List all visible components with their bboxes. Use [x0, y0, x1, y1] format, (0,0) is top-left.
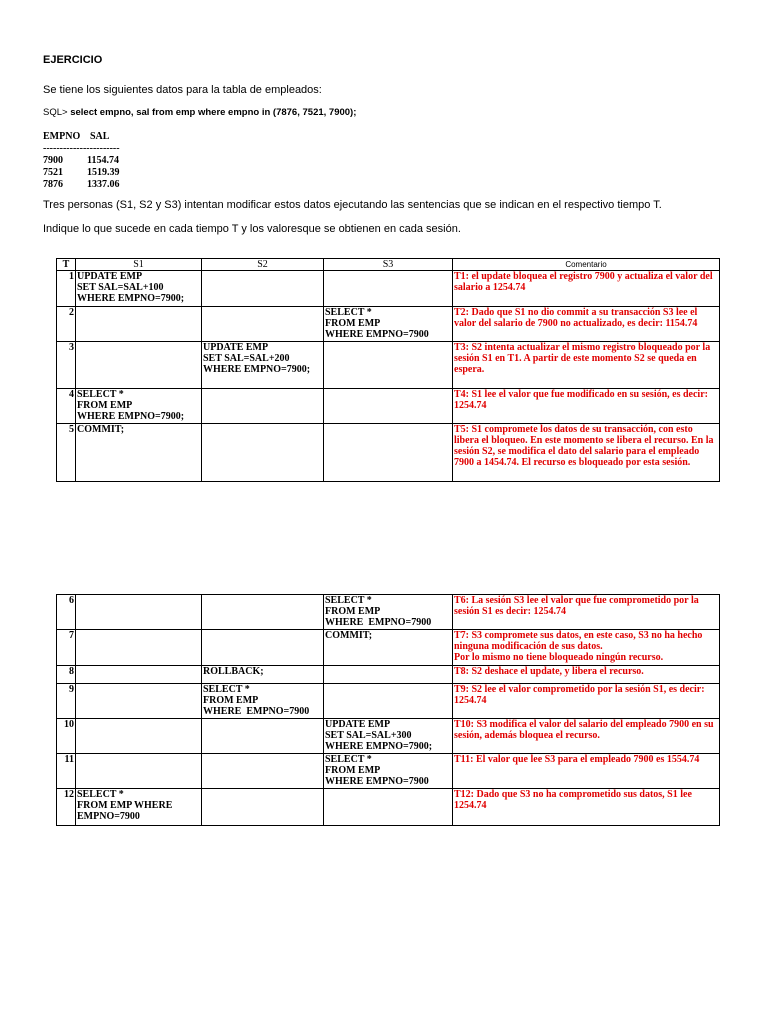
sql-statement — [43, 107, 356, 118]
header-s3: S3 — [324, 259, 453, 271]
table-row — [57, 684, 720, 719]
time-cell: 6 — [57, 595, 76, 630]
emp-row — [43, 167, 147, 179]
transaction-table-part2 — [56, 594, 720, 826]
s1-cell — [76, 754, 202, 789]
table-row — [57, 389, 720, 424]
emp-sal: 1154.74 — [87, 155, 119, 166]
emp-empno: 7876 — [43, 179, 63, 190]
header-s2: S2 — [202, 259, 324, 271]
s1-cell: SELECT * FROM EMP WHERE EMPNO=7900 — [76, 789, 202, 826]
s1-cell — [76, 684, 202, 719]
comment-cell: T8: S2 deshace el update, y libera el recurso. — [453, 666, 720, 684]
s3-cell — [324, 271, 453, 307]
comment-cell: T3: S2 intenta actualizar el mismo registro bloqueado por la sesión S1 en T1. A partir de este momento S2 se queda en espera. — [453, 342, 720, 389]
time-cell: 5 — [57, 424, 76, 482]
table-row — [57, 595, 720, 630]
sql-prompt: SQL> — [43, 107, 71, 118]
emp-row — [43, 179, 147, 191]
header-t: T — [57, 259, 76, 271]
emp-sal: 1337.06 — [87, 179, 120, 190]
emp-empno: 7900 — [43, 155, 63, 166]
time-cell: 7 — [57, 630, 76, 666]
s1-cell — [76, 342, 202, 389]
s1-cell: SELECT * FROM EMP WHERE EMPNO=7900; — [76, 389, 202, 424]
sql-query: select empno, sal from emp where empno in (7876, 7521, 7900); — [70, 107, 357, 118]
s2-cell — [202, 307, 324, 342]
s1-cell — [76, 666, 202, 684]
comment-cell: T12: Dado que S3 no ha comprometido sus datos, S1 lee 1254.74 — [453, 789, 720, 826]
s2-cell — [202, 424, 324, 482]
emp-header-row — [43, 131, 147, 143]
s3-cell — [324, 789, 453, 826]
s3-cell — [324, 666, 453, 684]
s3-cell: UPDATE EMP SET SAL=SAL+300 WHERE EMPNO=7900; — [324, 719, 453, 754]
table-header-row — [57, 259, 720, 271]
s1-cell — [76, 719, 202, 754]
table-row — [57, 719, 720, 754]
comment-cell: T7: S3 compromete sus datos, en este caso, S3 no ha hecho ninguna modificación de sus datos. Por lo mismo no tiene bloqueado ningún recurso. — [453, 630, 720, 666]
s3-cell: COMMIT; — [324, 630, 453, 666]
emp-empno: 7521 — [43, 167, 63, 178]
comment-cell: T2: Dado que S1 no dio commit a su transacción S3 lee el valor del salario de 7900 no actualizado, es decir: 1154.74 — [453, 307, 720, 342]
comment-cell: T11: El valor que lee S3 para el empleado 7900 es 1554.74 — [453, 754, 720, 789]
transaction-table-part1 — [56, 258, 720, 482]
emp-sal: 1519.39 — [87, 167, 120, 178]
s1-cell — [76, 595, 202, 630]
s1-cell: UPDATE EMP SET SAL=SAL+100 WHERE EMPNO=7900; — [76, 271, 202, 307]
table-row — [57, 630, 720, 666]
table-row — [57, 307, 720, 342]
s2-cell — [202, 595, 324, 630]
s2-cell — [202, 719, 324, 754]
exercise-question: Indique lo que sucede en cada tiempo T y los valoresque se obtienen en cada sesión. — [43, 223, 461, 235]
comment-cell: T4: S1 lee el valor que fue modificado en su sesión, es decir: 1254.74 — [453, 389, 720, 424]
time-cell: 12 — [57, 789, 76, 826]
table-row — [57, 789, 720, 826]
time-cell: 10 — [57, 719, 76, 754]
emp-row — [43, 155, 147, 167]
table-row — [57, 271, 720, 307]
s3-cell — [324, 424, 453, 482]
s2-cell — [202, 630, 324, 666]
comment-cell: T10: S3 modifica el valor del salario del empleado 7900 en su sesión, además bloquea el recurso. — [453, 719, 720, 754]
s2-cell — [202, 754, 324, 789]
s2-cell: UPDATE EMP SET SAL=SAL+200 WHERE EMPNO=7900; — [202, 342, 324, 389]
time-cell: 2 — [57, 307, 76, 342]
comment-cell: T9: S2 lee el valor comprometido por la sesión S1, es decir: 1254.74 — [453, 684, 720, 719]
s3-cell: SELECT * FROM EMP WHERE EMPNO=7900 — [324, 595, 453, 630]
time-cell: 4 — [57, 389, 76, 424]
time-cell: 9 — [57, 684, 76, 719]
s1-cell — [76, 307, 202, 342]
s3-cell: SELECT * FROM EMP WHERE EMPNO=7900 — [324, 307, 453, 342]
s3-cell — [324, 684, 453, 719]
s2-cell — [202, 789, 324, 826]
header-s1: S1 — [76, 259, 202, 271]
s2-cell: SELECT * FROM EMP WHERE EMPNO=7900 — [202, 684, 324, 719]
emp-header-empno: EMPNO — [43, 131, 81, 142]
table-row — [57, 754, 720, 789]
emp-header-sal: SAL — [90, 131, 110, 142]
s1-cell: COMMIT; — [76, 424, 202, 482]
s2-cell: ROLLBACK; — [202, 666, 324, 684]
s3-cell — [324, 389, 453, 424]
table-row — [57, 342, 720, 389]
time-cell: 1 — [57, 271, 76, 307]
intro-text: Se tiene los siguientes datos para la tabla de empleados: — [43, 84, 322, 96]
s1-cell — [76, 630, 202, 666]
time-cell: 11 — [57, 754, 76, 789]
s2-cell — [202, 389, 324, 424]
table-row — [57, 666, 720, 684]
time-cell: 3 — [57, 342, 76, 389]
scenario-description: Tres personas (S1, S2 y S3) intentan modificar estos datos ejecutando las sentencias que se indican en el respectivo tiempo T. — [43, 199, 662, 211]
employee-data-block — [43, 131, 147, 191]
s3-cell: SELECT * FROM EMP WHERE EMPNO=7900 — [324, 754, 453, 789]
emp-separator: ----------------------- — [43, 143, 120, 154]
header-comentario: Comentario — [453, 259, 720, 271]
table-row — [57, 424, 720, 482]
time-cell: 8 — [57, 666, 76, 684]
document-title: EJERCICIO — [43, 54, 103, 66]
comment-cell: T5: S1 compromete los datos de su transacción, con esto libera el bloqueo. En este momento se libera el recurso. En la sesión S2, se modifica el dato del salario para el empleado 7900 a 1454.74. El recurso es bloqueado por esta sesión. — [453, 424, 720, 482]
comment-cell: T1: el update bloquea el registro 7900 y actualiza el valor del salario a 1254.74 — [453, 271, 720, 307]
comment-cell: T6: La sesión S3 lee el valor que fue comprometido por la sesión S1 es decir: 1254.74 — [453, 595, 720, 630]
s2-cell — [202, 271, 324, 307]
s3-cell — [324, 342, 453, 389]
